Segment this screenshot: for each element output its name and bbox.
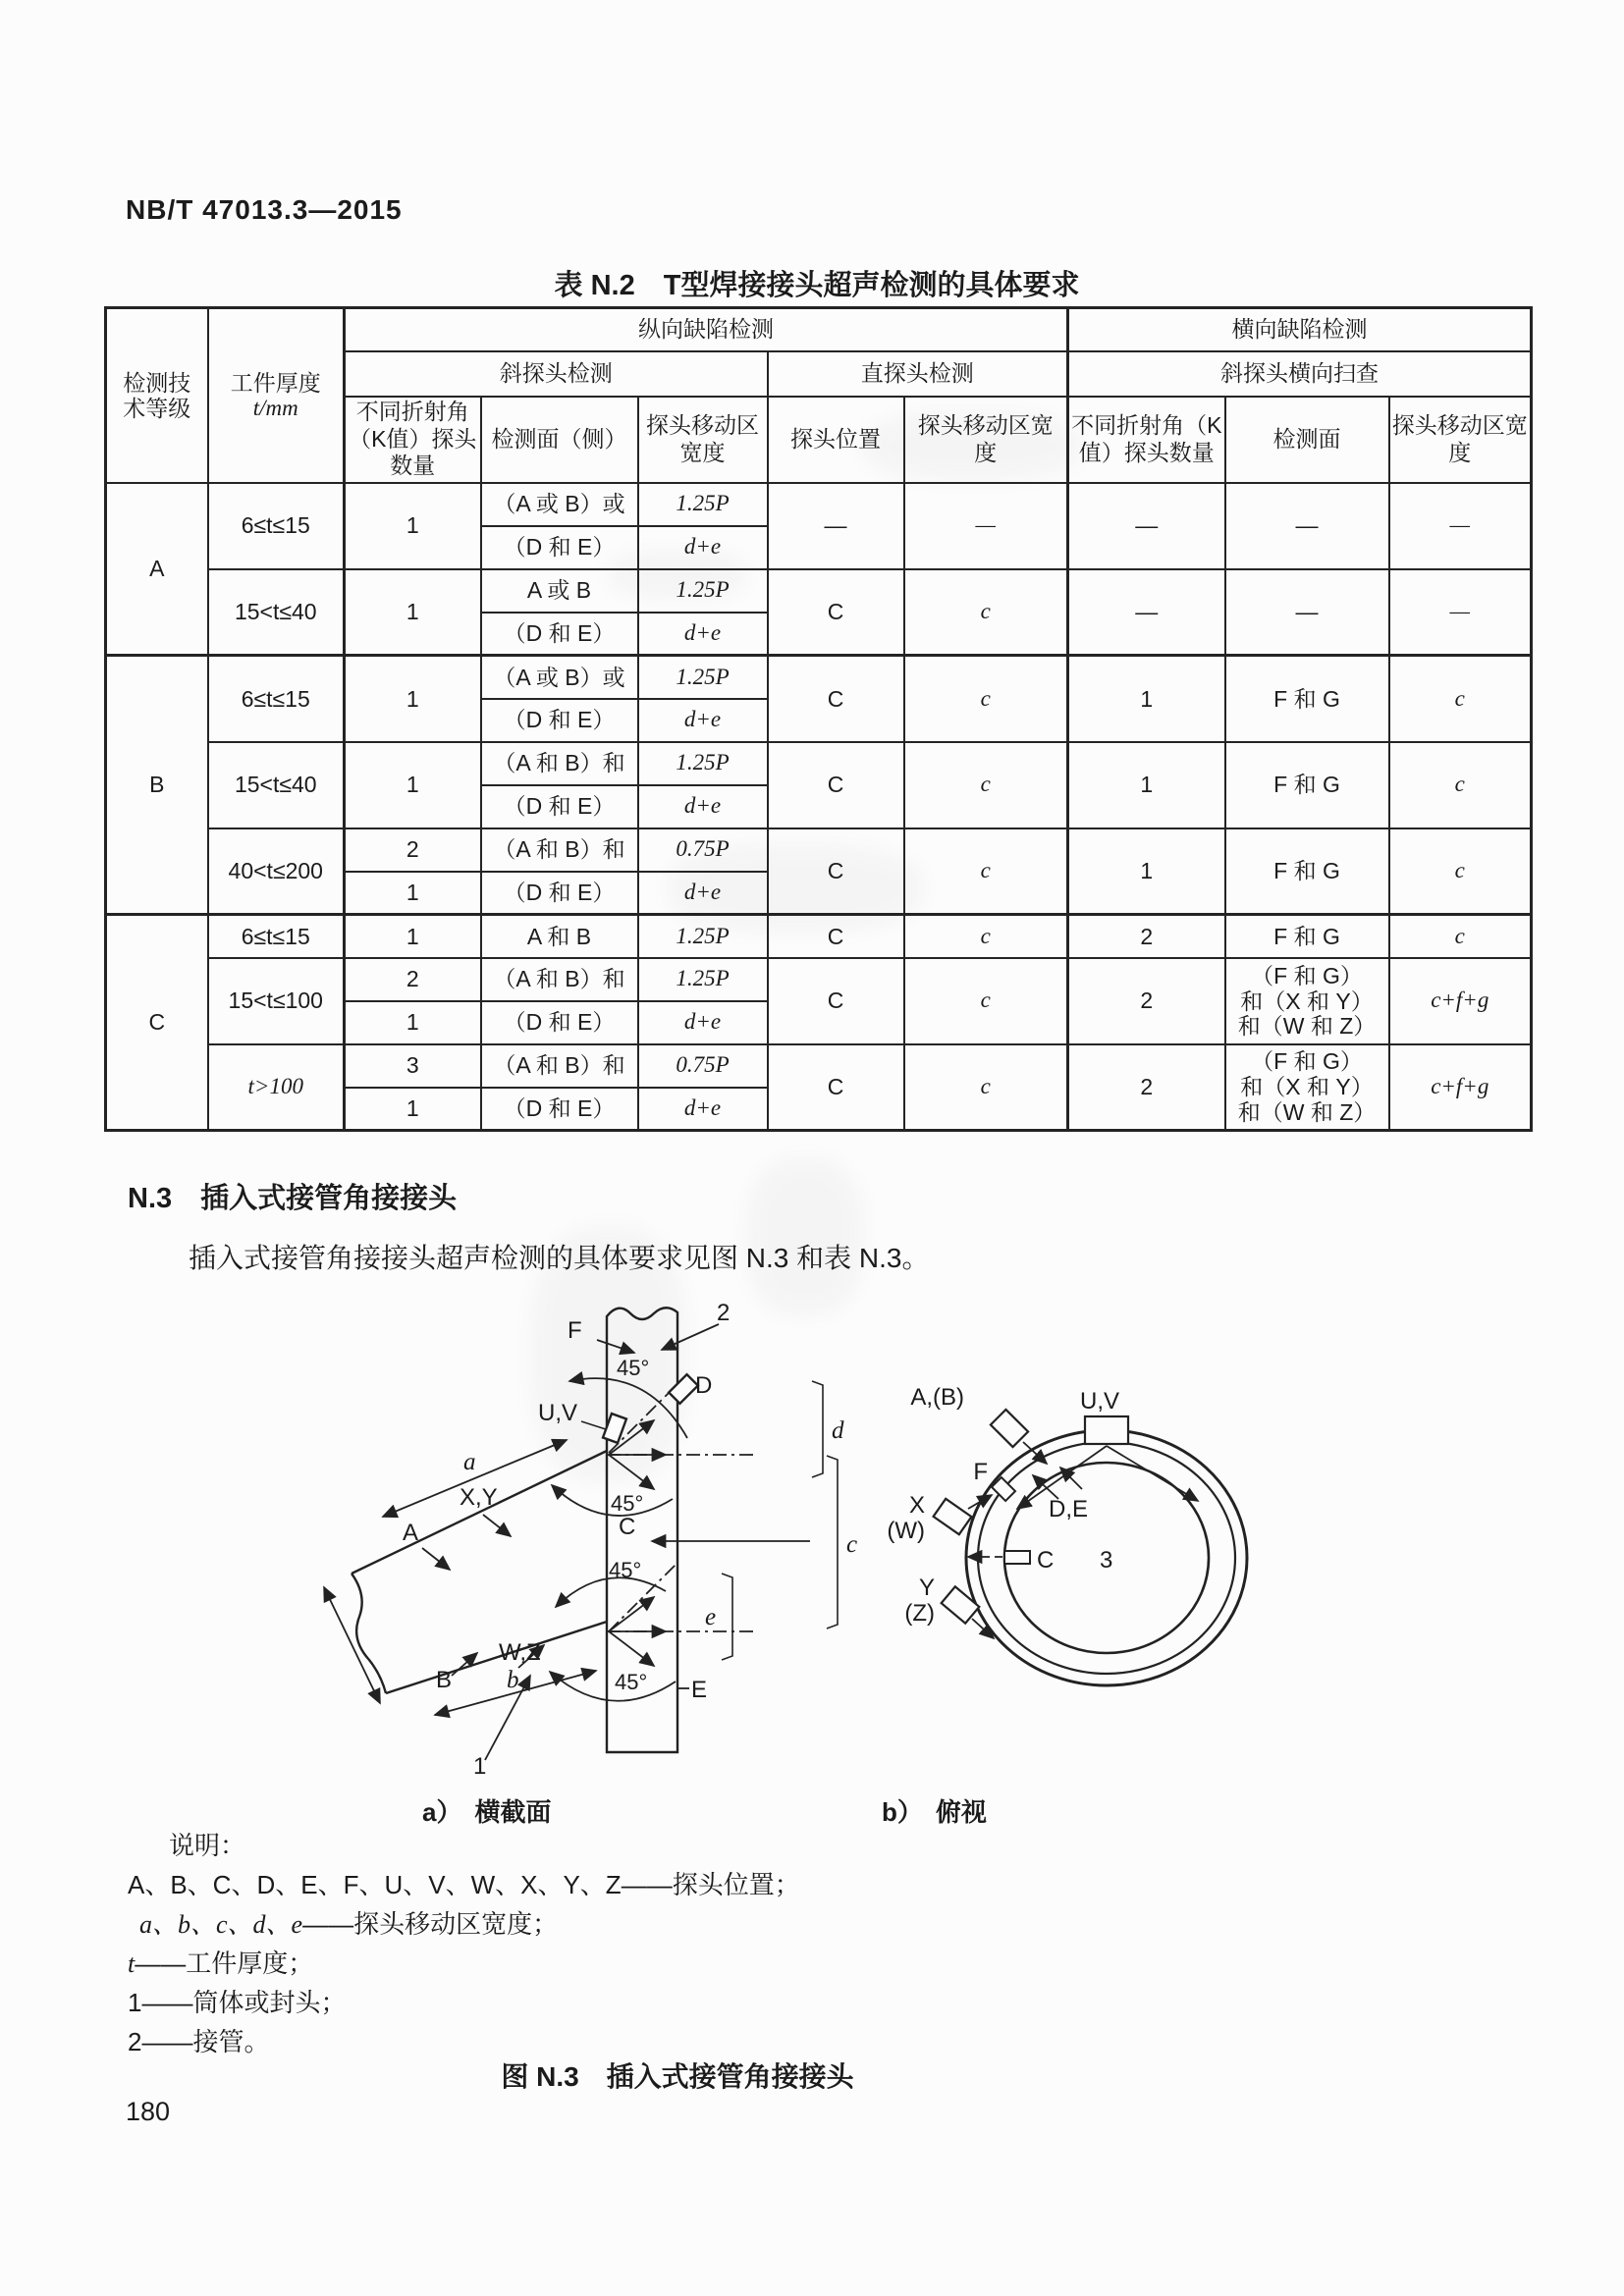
label-uv-top: U,V	[1080, 1388, 1120, 1415]
table-cell: 15<t≤100	[208, 958, 345, 1044]
table-cell: A 或 B	[481, 569, 638, 613]
table-cell: C	[768, 1044, 904, 1131]
header-angle-probe: 斜探头检测	[345, 351, 768, 397]
table-cell: d+e	[638, 1001, 768, 1044]
header-thickness	[208, 308, 345, 483]
table-cell: —	[904, 483, 1068, 569]
table-cell: 6≤t≤15	[208, 915, 345, 958]
table-cell: c	[904, 569, 1068, 656]
table-cell: （A 和 B）和	[481, 742, 638, 785]
table-cell: t>100	[208, 1044, 345, 1131]
header-probe-pos: 探头位置	[768, 397, 904, 483]
table-cell: （A 或 B）或	[481, 656, 638, 699]
header-technique	[106, 308, 208, 483]
table-cell: 2	[1068, 1044, 1225, 1131]
section-heading: N.3 插入式接管角接接头	[128, 1183, 458, 1214]
table-cell: 1	[345, 656, 481, 742]
label-a-pos: A	[403, 1520, 419, 1546]
table-cell: 2	[345, 828, 481, 872]
header-thickness-unit: t/mm	[252, 395, 298, 420]
table-cell: F 和 G	[1225, 828, 1389, 915]
label-f-top: F	[973, 1459, 988, 1485]
standard-code: NB/T 47013.3—2015	[126, 194, 403, 225]
table-cell: c+f+g	[1389, 1044, 1532, 1131]
f-arrow	[597, 1340, 634, 1353]
table-cell: d+e	[638, 785, 768, 828]
table-cell: —	[1389, 483, 1532, 569]
table-cell: c	[1389, 828, 1532, 915]
label-angle-2: 45°	[611, 1491, 644, 1516]
dimension-brackets	[722, 1381, 838, 1660]
table-cell	[1225, 1044, 1389, 1131]
table-cell: 3	[345, 1044, 481, 1088]
label-de: D,E	[1049, 1496, 1089, 1522]
uv-leader	[581, 1421, 609, 1430]
table-cell: —	[1068, 483, 1225, 569]
table-cell: 1	[1068, 742, 1225, 828]
table-cell: 1	[345, 483, 481, 569]
table-title: 表 N.2 T型焊接接头超声检测的具体要求	[554, 270, 1080, 301]
legend-line	[128, 1865, 800, 1904]
label-angle-4: 45°	[615, 1670, 648, 1694]
probe-uv-top	[1085, 1416, 1128, 1444]
table-cell: c	[904, 828, 1068, 915]
table-cell: c	[904, 1044, 1068, 1131]
header-transverse-scan: 斜探头横向扫查	[1068, 351, 1532, 397]
table-cell: 1	[1068, 656, 1225, 742]
probe-yz	[942, 1586, 980, 1623]
label-c-pos: C	[619, 1514, 636, 1540]
legend-line	[128, 1944, 800, 1983]
table-cell: c	[1389, 742, 1532, 828]
table-cell: 2	[1068, 958, 1225, 1044]
top-view-diagram	[934, 1410, 1247, 1685]
table-cell: （D 和 E）	[481, 1088, 638, 1131]
table-cell: 2	[1068, 915, 1225, 958]
legend-vars: a、b、c、d、e	[139, 1910, 303, 1939]
probe-d	[669, 1374, 698, 1404]
table-cell: —	[1225, 569, 1389, 656]
table-cell: 6≤t≤15	[208, 656, 345, 742]
table-cell: c	[904, 958, 1068, 1044]
table-cell: （D 和 E）	[481, 699, 638, 742]
label-f: F	[568, 1317, 582, 1344]
label-e-pos: E	[691, 1677, 708, 1703]
label-b-pos: B	[436, 1667, 453, 1693]
legend-vars: 1	[128, 1988, 142, 2017]
shell-plate-top-edge	[352, 1451, 607, 1574]
label-dim-e: e	[705, 1604, 717, 1630]
table-cell: 0.75P	[638, 828, 768, 872]
table-cell: d+e	[638, 526, 768, 569]
table-cell: 1.25P	[638, 958, 768, 1001]
table-cell: F 和 G	[1225, 742, 1389, 828]
table-cell: c	[1389, 915, 1532, 958]
table-cell: （D 和 E）	[481, 785, 638, 828]
header-k-count-2: 不同折射角（K值）探头数量	[1068, 397, 1225, 483]
table-cell: —	[1389, 569, 1532, 656]
table-cell: 1.25P	[638, 656, 768, 699]
label-uv: U,V	[538, 1400, 578, 1426]
header-face-side: 检测面（侧）	[481, 397, 638, 483]
table-cell: —	[1225, 483, 1389, 569]
label-1: 1	[473, 1753, 487, 1780]
table-cell	[1225, 958, 1389, 1044]
table-cell: C	[768, 656, 904, 742]
table-cell: d+e	[638, 613, 768, 656]
label-dim-c: c	[846, 1531, 858, 1558]
table-cell: （D 和 E）	[481, 526, 638, 569]
table-cell: C	[768, 569, 904, 656]
table-cell: d+e	[638, 1088, 768, 1131]
probe-c	[1004, 1551, 1030, 1564]
table-cell: c	[904, 656, 1068, 742]
table-cell: c	[904, 742, 1068, 828]
table-cell: c	[904, 915, 1068, 958]
legend-text: ——探头移动区宽度；	[302, 1909, 559, 1939]
label-z: (Z)	[904, 1600, 935, 1627]
de-arrows	[1033, 1468, 1082, 1499]
table-cell: c+f+g	[1389, 958, 1532, 1044]
table-cell-line: （F 和 G）	[1251, 1048, 1363, 1075]
caption-cross-section: a） 横截面	[422, 1797, 552, 1827]
table-cell: 1	[345, 872, 481, 915]
header-move-width: 探头移动区宽度	[638, 397, 768, 483]
table-cell-line: （F 和 G）	[1251, 962, 1363, 988]
label-x: X	[908, 1492, 925, 1519]
header-move-width-3: 探头移动区宽度	[1389, 397, 1532, 483]
label-c-top: C	[1037, 1547, 1055, 1574]
label-wz: W,Z	[499, 1639, 541, 1666]
caption-top-view: b） 俯视	[882, 1797, 987, 1827]
cross-section-diagram	[324, 1308, 838, 1760]
header-technique-line2: 术等级	[123, 395, 191, 421]
label-y: Y	[918, 1575, 935, 1601]
table-n2	[104, 306, 1533, 1132]
header-thickness-line1: 工件厚度	[230, 369, 321, 396]
header-k-count: 不同折射角（K值）探头数量	[345, 397, 481, 483]
page-number: 180	[126, 2097, 171, 2126]
label-3: 3	[1100, 1547, 1113, 1574]
table-cell: c	[1389, 656, 1532, 742]
legend-text: ——接管。	[141, 2027, 270, 2056]
header-move-width-2: 探头移动区宽度	[904, 397, 1068, 483]
legend-line	[128, 1983, 800, 2022]
label-xy: X,Y	[460, 1484, 498, 1511]
table-cell: C	[768, 958, 904, 1044]
table-cell: 1	[1068, 828, 1225, 915]
table-cell-line: 和（W 和 Z）	[1237, 1013, 1377, 1040]
table-cell: （A 或 B）或	[481, 483, 638, 526]
shell-plate-bottom-edge	[386, 1622, 607, 1693]
header-longitudinal: 纵向缺陷检测	[345, 308, 1068, 351]
nozzle-leader	[662, 1324, 719, 1350]
table-cell: 15<t≤40	[208, 569, 345, 656]
table-cell: d+e	[638, 872, 768, 915]
table-cell-line: 和（X 和 Y）	[1240, 1074, 1374, 1100]
table-cell: 0.75P	[638, 1044, 768, 1088]
table-cell: 1.25P	[638, 915, 768, 958]
figure-legend	[128, 1826, 800, 2061]
label-dim-a: a	[463, 1449, 476, 1475]
table-cell: （A 和 B）和	[481, 958, 638, 1001]
shell-plate-break-line	[352, 1574, 386, 1693]
table-cell: 1.25P	[638, 569, 768, 613]
table-cell: （A 和 B）和	[481, 828, 638, 872]
table-cell: （D 和 E）	[481, 872, 638, 915]
table-cell: —	[768, 483, 904, 569]
table-cell: 1.25P	[638, 742, 768, 785]
table-cell: F 和 G	[1225, 915, 1389, 958]
figure-caption: 图 N.3 插入式接管角接接头	[501, 2061, 854, 2092]
table-cell: —	[1068, 569, 1225, 656]
label-w: (W)	[887, 1518, 925, 1544]
table-cell: 1.25P	[638, 483, 768, 526]
table-cell: 1	[345, 1088, 481, 1131]
grade-cell: C	[106, 915, 208, 1131]
table-cell: C	[768, 742, 904, 828]
beam-arrows	[609, 1420, 666, 1666]
header-face-2: 检测面	[1225, 397, 1389, 483]
table-cell: d+e	[638, 699, 768, 742]
table-cell: 1	[345, 915, 481, 958]
grade-cell: A	[106, 483, 208, 656]
grade-cell: B	[106, 656, 208, 915]
legend-title: 说明：	[169, 1831, 246, 1860]
probe-xw	[934, 1499, 972, 1534]
section-paragraph: 插入式接管角接接头超声检测的具体要求见图 N.3 和表 N.3。	[189, 1243, 930, 1273]
legend-vars: A、B、C、D、E、F、U、V、W、X、Y、Z	[128, 1870, 622, 1899]
table-cell: A 和 B	[481, 915, 638, 958]
table-cell-line: 和（X 和 Y）	[1240, 988, 1374, 1014]
table-cell: 1	[345, 1001, 481, 1044]
table-cell: C	[768, 828, 904, 915]
figure-n3	[226, 1291, 1355, 1796]
label-dim-b: b	[507, 1667, 519, 1693]
cross-section-labels	[403, 1300, 857, 1780]
label-ab: A,(B)	[910, 1384, 964, 1411]
table-cell: 40<t≤200	[208, 828, 345, 915]
label-dim-d: d	[832, 1417, 844, 1444]
legend-line	[128, 1904, 800, 1944]
table-cell: 15<t≤40	[208, 742, 345, 828]
table-cell: C	[768, 915, 904, 958]
header-straight-probe: 直探头检测	[768, 351, 1068, 397]
label-2: 2	[717, 1300, 731, 1326]
table-cell: （A 和 B）和	[481, 1044, 638, 1088]
label-angle-1: 45°	[617, 1356, 650, 1380]
legend-text: ——筒体或封头；	[141, 1988, 347, 2017]
table-cell: （D 和 E）	[481, 613, 638, 656]
header-technique-line1: 检测技	[123, 369, 191, 396]
label-angle-3: 45°	[609, 1558, 642, 1582]
table-cell: F 和 G	[1225, 656, 1389, 742]
table-cell-line: 和（W 和 Z）	[1237, 1099, 1377, 1126]
legend-vars: 2	[128, 2027, 142, 2056]
probe-ab	[991, 1410, 1028, 1447]
dimension-arrows	[324, 1440, 596, 1715]
table-cell: 2	[345, 958, 481, 1001]
label-d-probe: D	[695, 1372, 713, 1399]
xw-arrow	[968, 1495, 992, 1509]
table-cell: 1	[345, 569, 481, 656]
table-cell: 1	[345, 742, 481, 828]
legend-vars: t	[128, 1949, 135, 1978]
legend-text: ——工件厚度；	[135, 1949, 314, 1978]
header-transverse: 横向缺陷检测	[1068, 308, 1532, 351]
table-cell: 6≤t≤15	[208, 483, 345, 569]
legend-text: ——探头位置；	[621, 1870, 800, 1899]
table-cell: （D 和 E）	[481, 1001, 638, 1044]
